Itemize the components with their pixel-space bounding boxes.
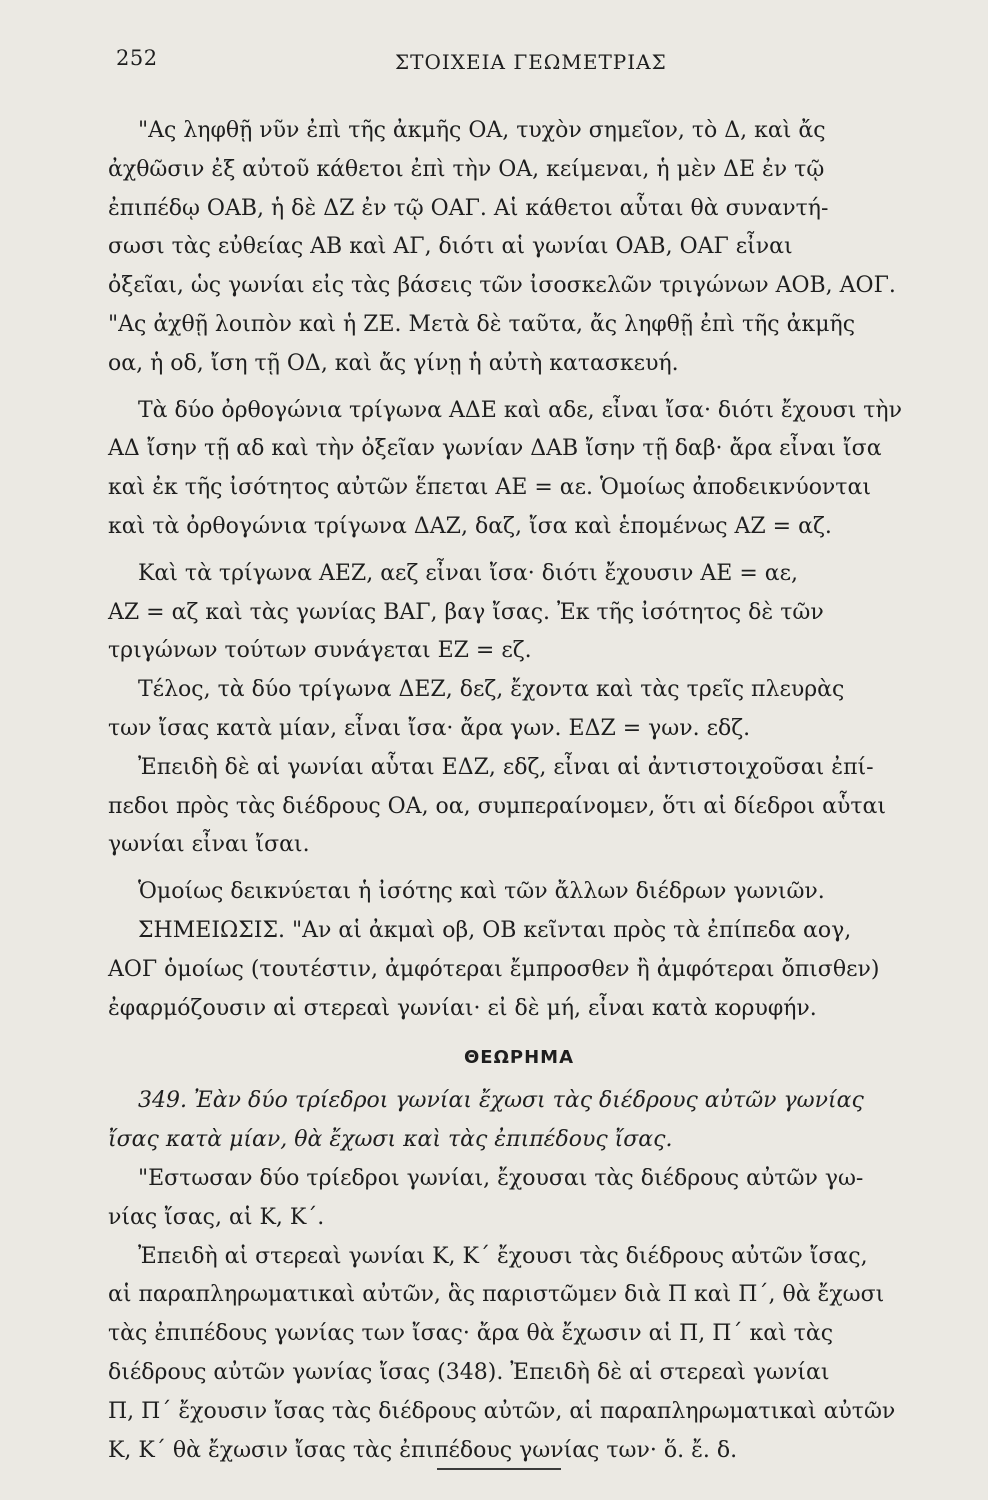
text-line: οα, ἡ οδ, ἴση τῇ ΟΔ, καὶ ἄς γίνῃ ἡ αὐτὴ κατασκευή. bbox=[108, 350, 679, 376]
text-line: αἱ παραπληρωματικαὶ αὐτῶν, ἃς παριστῶμεν διὰ Π καὶ Π΄, θὰ ἔχωσι bbox=[108, 1282, 885, 1308]
text-line: ἐπιπέδῳ ΟΑΒ, ἡ δὲ ΔΖ ἐν τῷ ΟΑΓ. Αἱ κάθετοι αὗται θὰ συναντή- bbox=[108, 195, 829, 221]
text-line: Τέλος, τὰ δύο τρίγωνα ΔΕΖ, δεζ, ἔχοντα καὶ τὰς τρεῖς πλευρὰς bbox=[138, 677, 845, 703]
text-line: Ὁμοίως δεικνύεται ἡ ἰσότης καὶ τῶν ἄλλων διέδρων γωνιῶν. bbox=[138, 879, 825, 905]
text-line: γωνίαι εἶναι ἴσαι. bbox=[108, 832, 310, 858]
text-line: Καὶ τὰ τρίγωνα ΑΕΖ, αεζ εἶναι ἴσα· διότι ἔχουσιν ΑΕ = αε, bbox=[138, 560, 799, 586]
page-header bbox=[0, 46, 988, 86]
text-line: ΑΔ ἴσην τῇ αδ καὶ τὴν ὀξεῖαν γωνίαν ΔΑΒ ἴσην τῇ δαβ· ἄρα εἶναι ἴσα bbox=[108, 436, 882, 462]
text-line: Κ, Κ΄ θὰ ἔχωσιν ἴσας τὰς ἐπιπέδους γωνίας των· ὅ. ἔ. δ. bbox=[108, 1437, 738, 1463]
paragraph-finally bbox=[108, 671, 930, 749]
text-line: Ἐπειδὴ αἱ στερεαὶ γωνίαι Κ, Κ΄ ἔχουσι τὰς διέδρους αὐτῶν ἴσας, bbox=[138, 1243, 868, 1269]
text-line: καὶ τὰ ὀρθογώνια τρίγωνα ΔΑΖ, δαζ, ἴσα καὶ ἑπομένως ΑΖ = αζ. bbox=[108, 513, 832, 539]
text-line: ΣΗΜΕΙΩΣΙΣ. "Αν αἱ ἀκμαὶ οβ, ΟΒ κεῖνται πρὸς τὰ ἐπίπεδα αογ, bbox=[138, 917, 852, 943]
text-line: των ἴσας κατὰ μίαν, εἶναι ἴσα· ἄρα γων. ΕΔΖ = γων. εδζ. bbox=[108, 715, 751, 741]
text-line: ἴσας κατὰ μίαν, θὰ ἔχωσι καὶ τὰς ἐπιπέδους ἴσας. bbox=[108, 1127, 673, 1153]
text-line: ΑΖ = αζ καὶ τὰς γωνίας ΒΑΓ, βαγ ἴσας. Ἐκ τῆς ἰσότητος δὲ τῶν bbox=[108, 599, 824, 625]
paragraph-similarly bbox=[108, 873, 930, 912]
text-line: ὀξεῖαι, ὡς γωνίαι εἰς τὰς βάσεις τῶν ἰσοσκελῶν τριγώνων ΑΟΒ, ΑΟΓ. bbox=[108, 273, 896, 299]
running-title: ΣΤΟΙΧΕΙΑ ΓΕΩΜΕΤΡΙΑΣ bbox=[395, 50, 667, 74]
text-line: σωσι τὰς εὐθείας ΑΒ καὶ ΑΓ, διότι αἱ γωνίαι ΟΑΒ, ΟΑΓ εἶναι bbox=[108, 234, 793, 260]
text-line: "Ας ληφθῇ νῦν ἐπὶ τῆς ἀκμῆς ΟΑ, τυχὸν σημεῖον, τὸ Δ, καὶ ἄς bbox=[138, 118, 826, 143]
theorem-heading: ΘΕΩΡΗΜΑ bbox=[464, 1047, 574, 1069]
paragraph-proof bbox=[108, 1238, 930, 1471]
text-line: τὰς ἐπιπέδους γωνίας των ἴσας· ἄρα θὰ ἔχωσιν αἱ Π, Π΄ καὶ τὰς bbox=[108, 1321, 834, 1347]
text-line: Τὰ δύο ὀρθογώνια τρίγωνα ΑΔΕ καὶ αδε, εἶναι ἴσα· διότι ἔχουσι τὴν bbox=[138, 397, 902, 423]
paragraph-construction bbox=[108, 112, 930, 384]
section-end-rule bbox=[437, 1468, 561, 1470]
paragraph-triangles-aez bbox=[108, 555, 930, 671]
text-line: νίας ἴσας, αἱ Κ, Κ΄. bbox=[108, 1204, 325, 1230]
page-number: 252 bbox=[116, 46, 158, 70]
text-line: καὶ ἐκ τῆς ἰσότητος αὐτῶν ἕπεται ΑΕ = αε. Ὁμοίως ἀποδεικνύονται bbox=[108, 475, 871, 501]
paragraph-let-there-be bbox=[108, 1160, 930, 1238]
text-line: Π, Π΄ ἔχουσιν ἴσας τὰς διέδρους αὐτῶν, αἱ παραπληρωματικαὶ αὐτῶν bbox=[108, 1398, 896, 1424]
paragraph-right-triangles bbox=[108, 392, 930, 547]
text-line: πεδοι πρὸς τὰς διέδρους ΟΑ, οα, συμπεραίνομεν, ὅτι αἱ δίεδροι αὗται bbox=[108, 793, 886, 819]
text-line: "Εστωσαν δύο τρίεδροι γωνίαι, ἔχουσαι τὰς διέδρους αὐτῶν γω- bbox=[138, 1165, 864, 1191]
text-line: Ἐπειδὴ δὲ αἱ γωνίαι αὗται ΕΔΖ, εδζ, εἶναι αἱ ἀντιστοιχοῦσαι ἐπί- bbox=[138, 754, 874, 780]
text-line: 349. Ἐὰν δύο τρίεδροι γωνίαι ἔχωσι τὰς διέδρους αὐτῶν γωνίας bbox=[138, 1088, 864, 1114]
text-line: ἐφαρμόζουσιν αἱ στερεαὶ γωνίαι· εἰ δὲ μή, εἶναι κατὰ κορυφήν. bbox=[108, 995, 817, 1021]
paragraph-conclusion bbox=[108, 749, 930, 865]
text-line: ΑΟΓ ὁμοίως (τουτέστιν, ἀμφότεραι ἔμπροσθεν ἢ ἀμφότεραι ὄπισθεν) bbox=[108, 956, 880, 982]
body-text bbox=[108, 112, 930, 1470]
paragraph-note bbox=[108, 912, 930, 1028]
text-line: ἀχθῶσιν ἐξ αὐτοῦ κάθετοι ἐπὶ τὴν ΟΑ, κείμεναι, ἡ μὲν ΔΕ ἐν τῷ bbox=[108, 156, 825, 182]
text-line: "Ας ἀχθῇ λοιπὸν καὶ ἡ ΖΕ. Μετὰ δὲ ταῦτα, ἄς ληφθῇ ἐπὶ τῆς ἀκμῆς bbox=[108, 311, 856, 337]
theorem-statement bbox=[108, 1082, 930, 1160]
text-line: τριγώνων τούτων συνάγεται ΕΖ = εζ. bbox=[108, 638, 532, 664]
text-line: διέδρους αὐτῶν γωνίας ἴσας (348). Ἐπειδὴ δὲ αἱ στερεαὶ γωνίαι bbox=[108, 1359, 830, 1385]
